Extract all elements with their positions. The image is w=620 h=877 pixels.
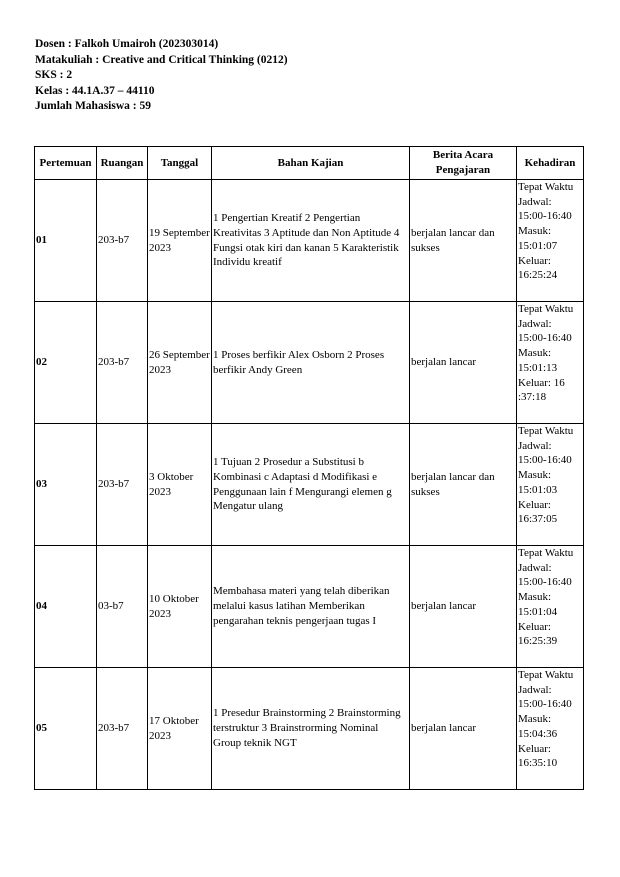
- cell-bahan-kajian: 1 Proses berfikir Alex Osborn 2 Proses berfikir Andy Green: [212, 302, 410, 424]
- table-row: [35, 424, 584, 546]
- cell-berita-acara: berjalan lancar: [410, 302, 517, 424]
- table-header-row: [35, 147, 584, 180]
- cell-tanggal: 10 Oktober 2023: [148, 546, 212, 668]
- table-row: [35, 668, 584, 790]
- cell-ruangan: 203-b7: [97, 668, 148, 790]
- cell-tanggal: 19 September 2023: [148, 180, 212, 302]
- column-header-bahan-kajian: Bahan Kajian: [212, 147, 410, 180]
- cell-pertemuan: 05: [35, 668, 97, 790]
- column-header-tanggal: Tanggal: [148, 147, 212, 180]
- column-header-berita-acara: Berita Acara Pengajaran: [410, 147, 517, 180]
- cell-kehadiran: Tepat Waktu Jadwal: 15:00-16:40 Masuk: 15:01:13 Keluar: 16 :37:18: [517, 302, 584, 424]
- cell-bahan-kajian: 1 Tujuan 2 Prosedur a Substitusi b Kombinasi c Adaptasi d Modifikasi e Penggunaan lain f Mengurangi elemen g Mengatur ulang: [212, 424, 410, 546]
- cell-ruangan: 203-b7: [97, 424, 148, 546]
- cell-berita-acara: berjalan lancar dan sukses: [410, 180, 517, 302]
- cell-bahan-kajian: 1 Presedur Brainstorming 2 Brainstorming terstruktur 3 Brainstrorming Nominal Group teknik NGT: [212, 668, 410, 790]
- cell-bahan-kajian: Membahasa materi yang telah diberikan melalui kasus latihan Memberikan pengarahan teknis pengerjaan tugas I: [212, 546, 410, 668]
- cell-kehadiran: Tepat Waktu Jadwal: 15:00-16:40 Masuk: 15:04:36 Keluar: 16:35:10: [517, 668, 584, 790]
- cell-kehadiran: Tepat Waktu Jadwal: 15:00-16:40 Masuk: 15:01:04 Keluar: 16:25:39: [517, 546, 584, 668]
- cell-pertemuan: 04: [35, 546, 97, 668]
- cell-tanggal: 26 September 2023: [148, 302, 212, 424]
- column-header-ruangan: Ruangan: [97, 147, 148, 180]
- cell-ruangan: 203-b7: [97, 302, 148, 424]
- column-header-kehadiran: Kehadiran: [517, 147, 584, 180]
- document-header: [35, 37, 288, 115]
- table-row: [35, 546, 584, 668]
- table-row: [35, 302, 584, 424]
- cell-ruangan: 203-b7: [97, 180, 148, 302]
- dosen-line: Dosen : Falkoh Umairoh (202303014): [35, 38, 219, 50]
- matakuliah-line: Matakuliah : Creative and Critical Thinking (0212): [35, 53, 288, 66]
- table-row: [35, 180, 584, 302]
- cell-tanggal: 3 Oktober 2023: [148, 424, 212, 546]
- cell-pertemuan: 01: [35, 180, 97, 302]
- cell-pertemuan: 03: [35, 424, 97, 546]
- cell-kehadiran: Tepat Waktu Jadwal: 15:00-16:40 Masuk: 15:01:07 Keluar: 16:25:24: [517, 180, 584, 302]
- cell-berita-acara: berjalan lancar: [410, 668, 517, 790]
- cell-tanggal: 17 Oktober 2023: [148, 668, 212, 790]
- attendance-table: [34, 146, 584, 790]
- cell-bahan-kajian: 1 Pengertian Kreatif 2 Pengertian Kreativitas 3 Aptitude dan Non Aptitude 4 Fungsi otak kiri dan kanan 5 Karakteristik Individu kreatif: [212, 180, 410, 302]
- column-header-pertemuan: Pertemuan: [35, 147, 97, 180]
- kelas-line: Kelas : 44.1A.37 – 44110: [35, 84, 155, 97]
- sks-line: SKS : 2: [35, 69, 73, 81]
- cell-kehadiran: Tepat Waktu Jadwal: 15:00-16:40 Masuk: 15:01:03 Keluar: 16:37:05: [517, 424, 584, 546]
- cell-pertemuan: 02: [35, 302, 97, 424]
- cell-berita-acara: berjalan lancar dan sukses: [410, 424, 517, 546]
- cell-berita-acara: berjalan lancar: [410, 546, 517, 668]
- cell-ruangan: 03-b7: [97, 546, 148, 668]
- jumlah-mahasiswa-line: Jumlah Mahasiswa : 59: [35, 100, 151, 112]
